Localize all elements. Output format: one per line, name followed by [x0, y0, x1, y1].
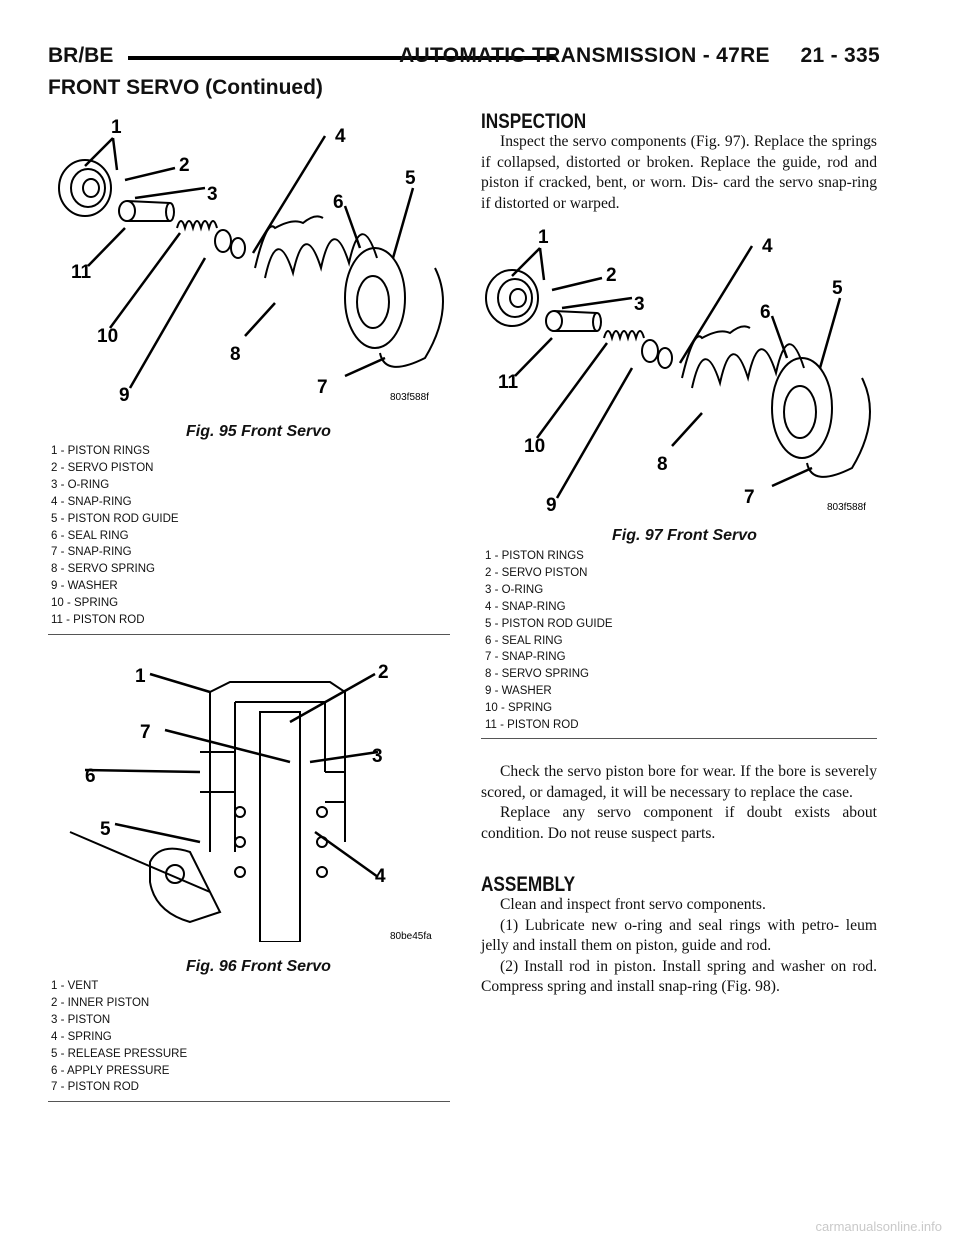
- legend-item: 3 - PISTON: [51, 1013, 111, 1026]
- fig96-title: Fig. 96 Front Servo: [186, 958, 331, 975]
- legend-item: 1 - PISTON RINGS: [51, 445, 150, 457]
- fig95-legend: [51, 443, 179, 629]
- legend-item: 4 - SNAP-RING: [485, 600, 566, 613]
- fig96-code: 80be45fa: [390, 931, 432, 942]
- legend-item: 5 - PISTON ROD GUIDE: [51, 512, 179, 525]
- header-right: AUTOMATIC TRANSMISSION - 47RE 21 - 335: [399, 44, 880, 67]
- assembly-heading: ASSEMBLY: [481, 873, 576, 896]
- fig97-callout: 1: [538, 227, 549, 248]
- fig97-callout: 4: [762, 236, 773, 257]
- legend-item: 3 - O-RING: [51, 478, 110, 491]
- fig96-callout: 2: [378, 662, 389, 683]
- fig97-callout: 2: [606, 265, 617, 286]
- legend-item: 10 - SPRING: [51, 597, 119, 610]
- inspection-p1: Inspect the servo components (Fig. 97). Replace the springs if collapsed, distorted or broken. Replace the guide, rod and piston if cracked, bent, or worn. Dis- card the servo snap-ring if distorted or warped.: [481, 133, 877, 212]
- legend-item: 10 - SPRING: [485, 702, 553, 715]
- fig97-callout: 7: [744, 487, 755, 508]
- fig95-callout: 10: [97, 326, 119, 347]
- legend-item: 6 - SEAL RING: [51, 529, 129, 542]
- legend-item: 1 - PISTON RINGS: [485, 550, 584, 562]
- legend-item: 11 - PISTON ROD: [51, 614, 145, 627]
- fig95-rule: [48, 634, 450, 635]
- inspection-heading: INSPECTION: [481, 110, 587, 133]
- fig97-illustration: [482, 218, 877, 518]
- fig96-rule: [48, 1101, 450, 1102]
- fig96-callout: 3: [372, 746, 383, 767]
- legend-item: 2 - SERVO PISTON: [485, 566, 588, 579]
- fig96-callout: 4: [375, 866, 386, 887]
- fig95-callout: 5: [405, 168, 416, 189]
- watermark: carmanualsonline.info: [815, 1219, 942, 1234]
- fig97-callout: 6: [760, 302, 771, 323]
- legend-item: 11 - PISTON ROD: [485, 719, 579, 732]
- fig96-callout: 1: [135, 666, 146, 687]
- legend-item: 4 - SNAP-RING: [51, 495, 132, 508]
- legend-item: 7 - SNAP-RING: [485, 651, 566, 664]
- legend-item: 7 - PISTON ROD: [51, 1081, 139, 1094]
- legend-item: 4 - SPRING: [51, 1030, 112, 1043]
- fig95-callout: 11: [71, 262, 92, 283]
- header-left: BR/BE: [48, 44, 114, 67]
- fig96-callout: 6: [85, 766, 96, 787]
- fig95-callout: 1: [111, 117, 122, 138]
- fig96-legend: [51, 978, 187, 1096]
- fig97-callout: 5: [832, 278, 843, 299]
- fig95-callout: 7: [317, 377, 328, 398]
- legend-item: 8 - SERVO SPRING: [51, 563, 155, 576]
- fig95-callout: 4: [335, 126, 346, 147]
- legend-item: 2 - SERVO PISTON: [51, 461, 154, 474]
- legend-item: 3 - O-RING: [485, 583, 544, 596]
- fig95-illustration: [55, 108, 450, 408]
- legend-item: 1 - VENT: [51, 980, 99, 992]
- fig95-title: Fig. 95 Front Servo: [186, 423, 331, 440]
- fig96-callout: 7: [140, 722, 151, 743]
- legend-item: 8 - SERVO SPRING: [485, 668, 589, 681]
- fig97-callout: 8: [657, 454, 668, 475]
- fig96-callout: 5: [100, 819, 111, 840]
- section-continued-title: FRONT SERVO (Continued): [48, 76, 323, 99]
- fig95-callout: 6: [333, 192, 344, 213]
- fig95-callout: 3: [207, 184, 218, 205]
- fig97-title: Fig. 97 Front Servo: [612, 527, 757, 544]
- fig97-callout: 9: [546, 495, 557, 516]
- fig97-rule: [481, 738, 877, 739]
- fig97-callout: 3: [634, 294, 645, 315]
- legend-item: 7 - SNAP-RING: [51, 546, 132, 559]
- legend-item: 6 - APPLY PRESSURE: [51, 1064, 170, 1077]
- legend-item: 5 - RELEASE PRESSURE: [51, 1047, 188, 1060]
- fig97-legend: [485, 548, 613, 734]
- fig95-callout: 8: [230, 344, 241, 365]
- fig97-code: 803f588f: [827, 502, 866, 513]
- fig96-illustration: [60, 652, 450, 942]
- legend-item: 2 - INNER PISTON: [51, 996, 150, 1009]
- inspection-continued: Check the servo piston bore for wear. If the bore is severely scored, or damaged, it will be necessary to replace the case. Replace any servo component if doubt exists about condition. Do not reuse suspect parts.: [481, 763, 877, 842]
- fig95-callout: 2: [179, 155, 190, 176]
- fig95-callout: 9: [119, 385, 130, 406]
- legend-item: 9 - WASHER: [485, 685, 552, 698]
- legend-item: 9 - WASHER: [51, 580, 118, 593]
- fig97-callout: 11: [498, 372, 519, 393]
- legend-item: 5 - PISTON ROD GUIDE: [485, 617, 613, 630]
- legend-item: 6 - SEAL RING: [485, 634, 563, 647]
- assembly-body: Clean and inspect front servo components. (1) Lubricate new o-ring and seal rings with petro- leum jelly and install them on piston, guide and rod. (2) Install rod in piston. Install spring and washer on rod. Compress spring and install snap-ring (Fig. 98).: [481, 896, 877, 996]
- fig95-code: 803f588f: [390, 392, 429, 403]
- fig97-callout: 10: [524, 436, 546, 457]
